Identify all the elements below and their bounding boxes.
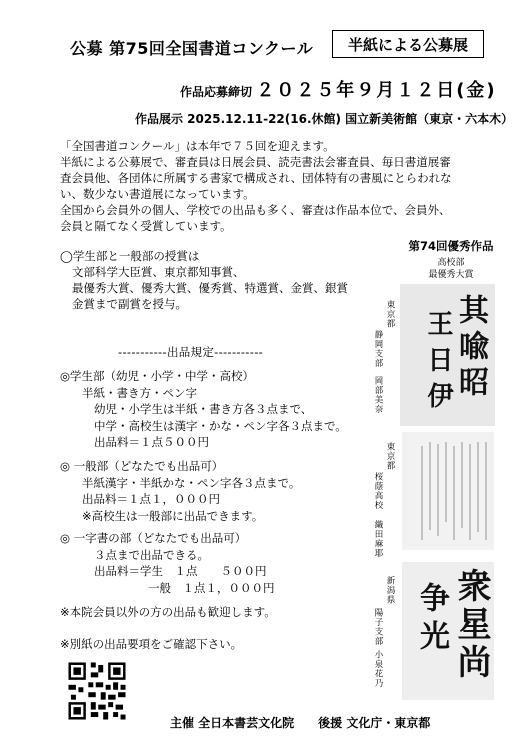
section-heading: ◎ 一般部（どなたでも出品可） <box>60 459 224 473</box>
general-section <box>60 458 300 524</box>
intro-text <box>60 138 470 234</box>
intro-line: 半紙による公募展で、審査員は日展会員、読売書法会審査員、毎日書道展審 <box>60 155 451 169</box>
work-caption: 小泉花乃 <box>373 650 383 688</box>
section-line: ３点まで出品できる。 <box>94 547 209 562</box>
note-guidelines: ※別紙の出品要項をご確認下さい。 <box>60 637 243 651</box>
calligraphy-work-2 <box>402 432 494 550</box>
title-box-label: 半紙による公募展 <box>332 30 484 58</box>
footer-organizer: 主催 全日本書芸文化院 後援 文化庁・東京都 <box>170 716 431 730</box>
work-caption: 静岡支部 <box>373 330 383 368</box>
work-caption: 岡部美奈 <box>373 376 383 414</box>
calligraphy-text: 王日伊 <box>423 310 453 418</box>
handwriting-lines <box>402 432 494 550</box>
work-caption: 東京都 <box>385 300 395 329</box>
exhibition-info: 作品展示 2025.12.11-22(16.休館) 国立新美術館（東京・六本木） <box>135 112 514 126</box>
section-heading: ◎学生部（幼児・小学・中学・高校） <box>60 369 255 383</box>
note-members: ※本院会員以外の方の出品も歓迎します。 <box>60 605 276 619</box>
section-heading: ◎ 一字書の部（どなたでも出品可） <box>60 531 247 545</box>
calligraphy-work-1 <box>400 284 495 426</box>
deadline-date: ２０２５年９月１２日(金) <box>256 80 497 101</box>
single-char-section <box>60 530 275 596</box>
division-label: 高校部 <box>437 258 465 268</box>
section-line: 中学・高校生は漢字・かな・ペン字各３点まで。 <box>94 418 347 433</box>
section-line: 出品料＝１点５００円 <box>94 435 209 449</box>
work-caption: 桜蔭高校 <box>373 472 383 510</box>
section-line: 半紙・書き方・ペン字 <box>82 385 197 400</box>
calligraphy-text: 争光 <box>414 582 449 658</box>
student-section <box>60 368 347 451</box>
section-line: ※高校生は一般部に出品できます。 <box>82 508 264 523</box>
deadline <box>180 76 497 102</box>
awards-line: 金賞まで副賞を授与。 <box>72 297 187 311</box>
qr-code-icon[interactable] <box>66 660 128 722</box>
section-line: 幼児・小学生は半紙・書き方各３点まで、 <box>94 402 313 416</box>
section-line: 半紙漢字・半紙かな・ペン字各３点まで。 <box>82 475 301 490</box>
intro-line: 全国から会員外の個人、学校での出品も多く、審査は作品本位で、会員外、 <box>60 203 451 217</box>
work-caption: 東京都 <box>385 442 395 471</box>
featured-works-heading: 第74回優秀作品 <box>408 239 494 253</box>
work-caption: 新潟県 <box>385 576 395 605</box>
intro-line: 会員と隔てなく受賞しています。 <box>60 219 232 233</box>
intro-line: 査会員他、各団体に所属する書家で構成され、団体特有の書風にとらわれな <box>60 171 452 185</box>
award-label: 最優秀大賞 <box>428 270 474 280</box>
calligraphy-text: 其喩昭 <box>453 294 488 402</box>
rules-title: -----------出品規定----------- <box>118 345 264 359</box>
page-title: 公募 第75回全国書道コンクール <box>70 39 314 58</box>
work-caption: 陽子支部 <box>373 608 383 646</box>
work-caption: 織田麻耶 <box>373 520 383 558</box>
featured-works-subtitle <box>395 257 507 281</box>
awards-line: 最優秀大賞、優秀大賞、優秀賞、特選賞、金賞、銀賞 <box>72 281 348 295</box>
intro-line: 「全国書道コンクール」は本年で７５回を迎えます。 <box>60 139 335 153</box>
section-line: 出品料＝１点１，０００円 <box>82 492 220 506</box>
calligraphy-text: 衆星尚 <box>451 568 491 682</box>
awards-line: ◯学生部と一般部の授賞は <box>60 249 200 263</box>
calligraphy-work-3 <box>402 562 494 700</box>
section-line: 出品料＝学生 １点 ５００円 <box>94 564 267 578</box>
intro-line: い、数少ない書道展になっています。 <box>60 187 255 201</box>
awards-line: 文部科学大臣賞、東京都知事賞、 <box>72 265 245 279</box>
section-line: 一般 １点１，０００円 <box>148 580 275 595</box>
awards-text <box>60 248 348 312</box>
deadline-label: 作品応募締切 <box>180 85 253 99</box>
